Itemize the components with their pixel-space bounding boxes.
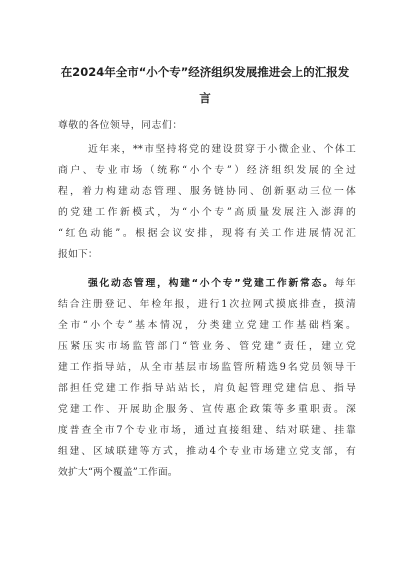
intro-line: 的党建工作新模式，为“小个专”高质量发展注入澎湃的 — [58, 207, 356, 218]
greeting: 尊敬的各位领导，同志们： — [58, 120, 183, 131]
intro-line: 商户、专业市场（统称“小个专”）经济组织发展的全过 — [58, 165, 356, 176]
section1-line: 结合注册登记、年检年报，进行1次拉网式摸底排查，摸清 — [58, 299, 356, 310]
intro-line: 报如下： — [58, 249, 98, 260]
section1-heading: 强化动态管理，构建“小个专”党建工作新常态。 — [88, 278, 335, 289]
section1-first-line-rest: 每年 — [334, 278, 356, 289]
section1-line: 建工作指导站，从全市基层市场监管所精选9名党员领导干 — [58, 362, 356, 373]
intro-line: 程，着力构建动态管理、服务链协同、创新驱动三位一体 — [58, 186, 356, 197]
document-title-line2: 言 — [199, 91, 211, 105]
section1-line: 全市“小个专”基本情况，分类建立党建工作基础档案。 — [58, 320, 356, 331]
section1-line: 党建工作、开展助企服务、宣传惠企政策等多重职责。深 — [58, 404, 356, 415]
intro-line: “红色动能”。根据会议安排，现将有关工作进展情况汇 — [58, 228, 356, 239]
document-title-line1: 在2024年全市“小个专”经济组织发展推进会上的汇报发 — [60, 65, 350, 79]
section1-line: 效扩大“两个覆盖”工作面。 — [58, 467, 178, 478]
section1-first-line — [88, 276, 356, 292]
section1-line: 压紧压实市场监管部门“管业务、管党建”责任，建立党 — [58, 341, 356, 352]
section1-line: 度普查全市7个专业市场，通过直接组建、结对联建、挂靠 — [58, 425, 356, 436]
intro-line: 近年来，**市坚持将党的建设贯穿于小微企业、个体工 — [88, 144, 356, 155]
section1-line: 部担任党建工作指导站站长，肩负起管理党建信息、指导 — [58, 383, 356, 394]
section1-line: 组建、区域联建等方式，推动4个专业市场建立党支部，有 — [58, 446, 356, 457]
